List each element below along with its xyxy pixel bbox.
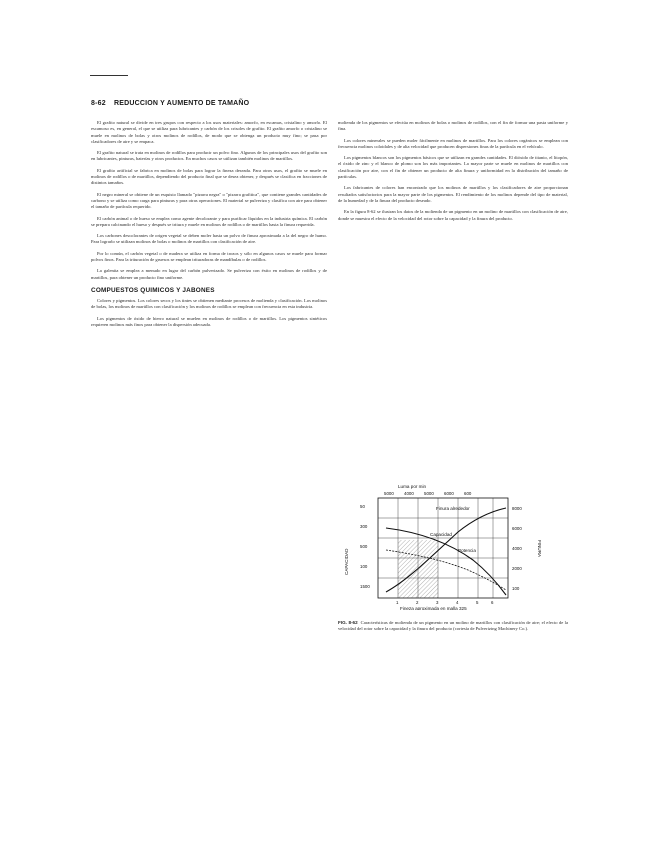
paragraph: molienda de los pigmentos se efectúa en molinos de bolas o molinos de rodillos, con el fin de formar una pasta uniforme y fina. [338,120,568,132]
right-tick: 6000 [512,526,522,531]
paragraph: Los colores minerales se pueden moler fácilmente en molinos de martillos. Para los colores orgánicos se emplean con frecuencia molinos coloidales y de alta velocidad que producen dispersiones finas de la partícula en el vehículo. [338,137,568,149]
x-tick: 2 [416,600,419,605]
curve-label: Capacidad [430,532,452,537]
right-tick: 2000 [512,566,522,571]
left-column [91,120,327,333]
paragraph: Los carbones descolorantes de origen vegetal se deben moler hasta un polvo de finura aproximada a la del negro de humo. Para lograrlo se utilizan molinos de bolas o molinos de martillos con clasificación de aire. [91,233,327,245]
curve-label: Potencia [458,548,476,553]
paragraph: La galenita se emplea a menudo en lugar del carbón pulverizado. Se pulveriza con éxito en molinos de rodillos y de martillos, para obtener un producto fino uniforme. [91,268,327,280]
right-axis-label: FINURA [537,540,542,558]
left-tick: 500 [360,544,368,549]
left-tick: 100 [360,564,368,569]
left-axis-label: CAPACIDAD [344,548,349,575]
left-tick: 50 [360,504,365,509]
section-heading: COMPUESTOS QUIMICOS Y JABONES [91,286,215,294]
page-number: 8-62 [91,100,106,107]
figure-caption [338,620,568,632]
running-header [91,100,249,107]
caption-label: FIG. 8-62 [338,620,358,625]
right-tick: 100 [512,586,520,591]
grid-horizontal [378,518,508,578]
figure-8-62 [338,480,568,610]
right-tick: 4000 [512,546,522,551]
paragraph: Los pigmentos blancos son los pigmentos básicos que se utilizan en grandes cantidades. El dióxido de titanio, el litopón, el óxido de zinc y el blanco de plomo son los más importantes. La mayor parte se muele en molinos de martillos con clasificación por aire, con el fin de obtener un producto de alta finura y uniformidad en la distribución del tamaño de partículas. [338,155,568,180]
paragraph: El grafito natural se trata en molinos de rodillos para producir un polvo fino. Algunos de los principales usos del grafito son en lubricantes, pinturas, baterías y otros productos. En muchos casos se utilizan también molinos de martillos. [91,150,327,162]
x-tick: 1 [396,600,399,605]
paragraph: El negro mineral se obtiene de un esquisto llamado "pizarra negra" o "pizarra grafitica", que contiene grandes cantidades de carbono y se utiliza como carga para pinturas y para otras operaciones. El material se pulveriza y clasifica con aire para obtener el tamaño de partícula requerido. [91,191,327,210]
top-tick: 5000 [424,491,434,496]
paragraph: El carbón animal o de hueso se emplea como agente decolorante y para purificar líquidos en la industria química. El carbón se prepara calcinando el hueso y después se tritura y muele en molinos de rodillos o de martillos hasta la finura requerida. [91,215,327,227]
paragraph: Colores y pigmentos. Los colores secos y los tintes se obtienen mediante procesos de molienda y clasificación. Los molinos de bolas, los molinos de martillos con clasificación y los molinos de rodillos se emplean con frecuencia en esta industria. [91,297,327,310]
figure-graph [338,480,568,610]
top-tick: 600 [464,491,472,496]
right-tick: 8000 [512,506,522,511]
top-tick: 4000 [404,491,414,496]
paragraph: En la figura 8-62 se ilustran los datos de la molienda de un pigmento en un molino de martillos con clasificación de aire, donde se muestra el efecto de la velocidad del rotor sobre la capacidad y la finura del producto. [338,209,568,221]
x-tick: 4 [456,600,459,605]
x-tick: 5 [476,600,479,605]
top-axis-label: Luma por min [398,484,427,489]
paragraph: Los fabricantes de colores han encontrado que los molinos de martillos y los clasificadores de aire proporcionan resultados satisfactorios para la mayor parte de los pigmentos. El rendimiento de los molinos depende del tipo de material, de la humedad y de la finura del producto deseado. [338,185,568,203]
top-tick: 6000 [444,491,454,496]
bottom-axis-label: Fineza aproximada en malla 325 [400,606,467,610]
paragraph: El grafito artificial se fabrica en molinos de bolas para lograr la fineza deseada. Para otros usos, el grafito se muele en molinos de rodillos o de martillos, dependiendo del producto final que se desea obtener, y después se clasifica en fracciones de distintos tamaños. [91,167,327,186]
running-title: REDUCCION Y AUMENTO DE TAMAÑO [113,100,250,107]
right-column [338,120,568,227]
caption-text: Características de molienda de un pigmento en un molino de martillos con clasificación de aire; el efecto de la velocidad del rotor sobre la capacidad y la finura del producto (cortesía de Pulverizing Machinery Co.). [338,620,568,632]
paragraph: Por lo común, el carbón vegetal o de madera se utiliza en forma de trozos y sólo en algunos casos se muele para formar polvos finos. Para la trituración de gruesos se emplean trituradoras de mandíbulas o de rodillos. [91,250,327,263]
left-tick: 1500 [360,584,370,589]
x-tick: 6 [491,600,494,605]
top-tick: 5000 [384,491,394,496]
top-rule [90,75,128,76]
curve-label: Finura alrededor [436,506,470,511]
left-tick: 300 [360,524,368,529]
paragraph: Los pigmentos de óxido de hierro natural se muelen en molinos de rodillos o de martillos. Los pigmentos sintéticos requieren molinos más finos para obtener la dispersión adecuada. [91,315,327,327]
x-tick: 3 [436,600,439,605]
paragraph: El grafito natural se divide en tres grupos con respecto a los usos materiales: amorfo, en escamas, cristalino y amorfo. El escamoso es, en general, el que se utiliza para lubricantes y carbón de los crisoles de grafito. El grafito amorfo o cristalino se muele en molinos de bolas y otros molinos de rodillos, de modo que se obtenga un producto muy fino; se pasa por clasificadores de aire y se empaca. [91,120,327,144]
